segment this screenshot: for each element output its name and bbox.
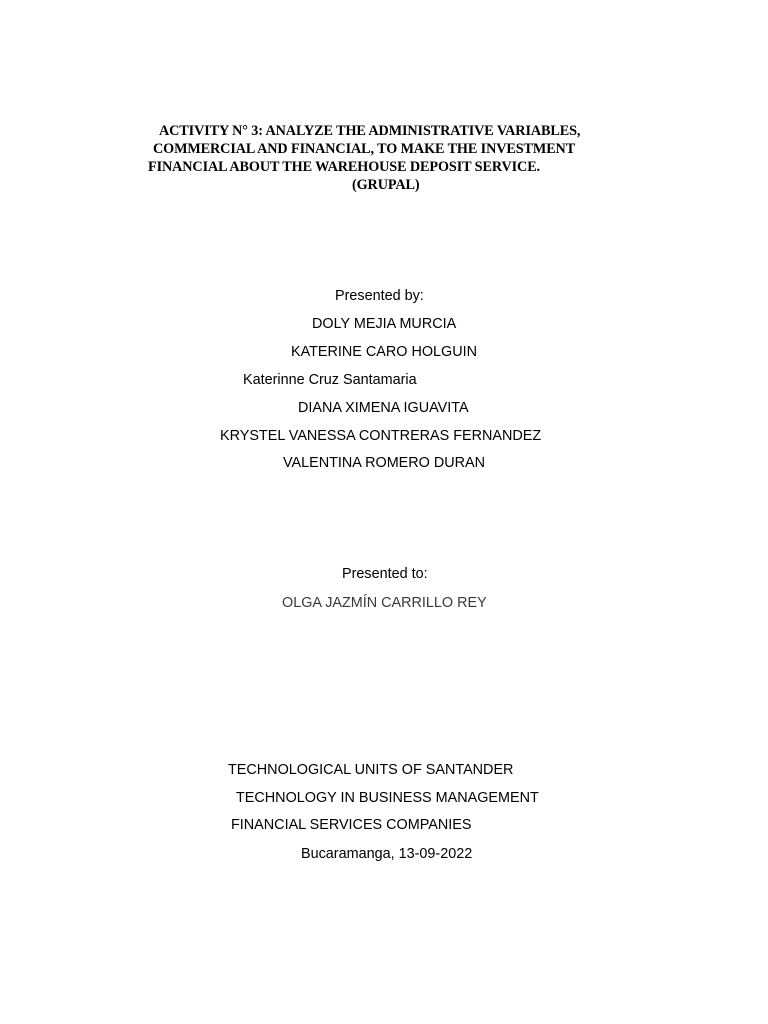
author-name: VALENTINA ROMERO DURAN [283, 455, 486, 471]
presented-by-label: Presented by: [335, 288, 424, 304]
place-date: Bucaramanga, 13-09-2022 [301, 846, 473, 862]
title-line-2: COMMERCIAL AND FINANCIAL, TO MAKE THE INVESTMENT [153, 141, 576, 157]
title-line-3: FINANCIAL ABOUT THE WAREHOUSE DEPOSIT SERVICE. [148, 159, 541, 175]
teacher-name: OLGA JAZMÍN CARRILLO REY [282, 595, 487, 611]
author-name: KATERINE CARO HOLGUIN [291, 344, 478, 360]
author-name: KRYSTEL VANESSA CONTRERAS FERNANDEZ [220, 428, 542, 444]
university-name: TECHNOLOGICAL UNITS OF SANTANDER [228, 762, 514, 778]
course-name: FINANCIAL SERVICES COMPANIES [231, 817, 472, 833]
presented-to-label: Presented to: [342, 566, 428, 582]
title-line-4: (GRUPAL) [352, 177, 420, 193]
title-line-1: ACTIVITY N° 3: ANALYZE THE ADMINISTRATIVE VARIABLES, [159, 123, 581, 139]
author-name: DIANA XIMENA IGUAVITA [298, 400, 469, 416]
author-name: Katerinne Cruz Santamaria [243, 372, 417, 388]
author-name: DOLY MEJIA MURCIA [312, 316, 457, 332]
program-name: TECHNOLOGY IN BUSINESS MANAGEMENT [236, 790, 539, 806]
